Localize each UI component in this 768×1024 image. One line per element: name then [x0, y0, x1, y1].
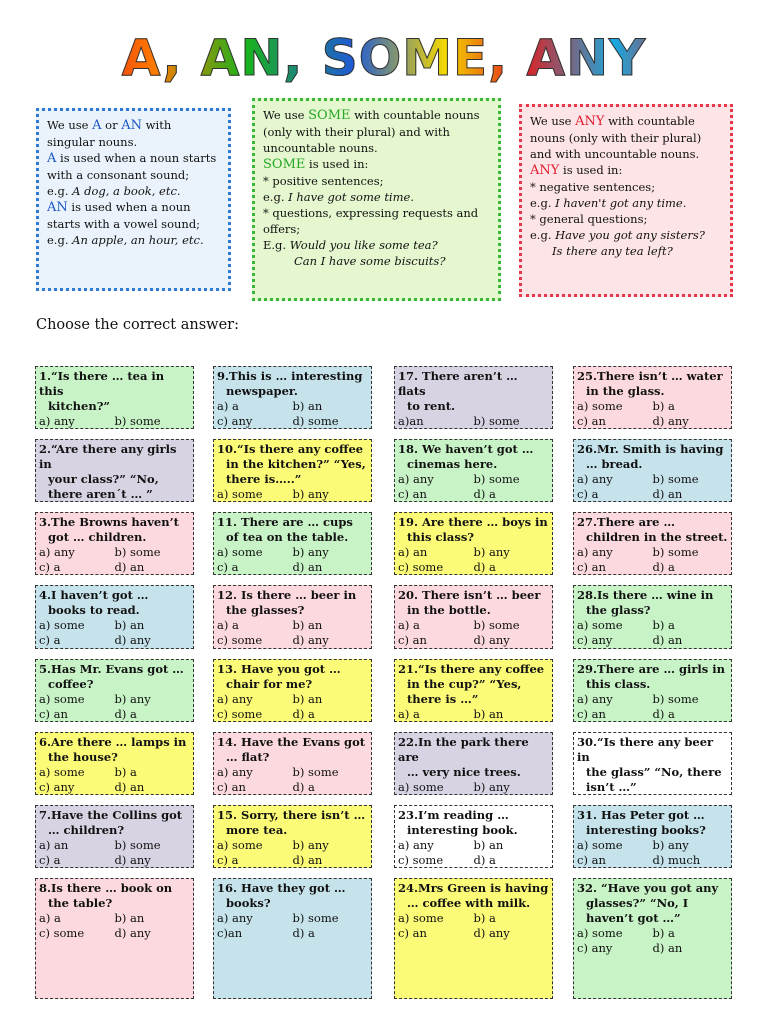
- answer-options: [398, 414, 549, 429]
- question-card-15: [213, 805, 372, 868]
- question-text: 11. There are … cups: [217, 515, 353, 529]
- option-d[interactable]: d) any: [292, 633, 329, 647]
- question-text: 31. Has Peter got …: [577, 808, 705, 822]
- option-b[interactable]: b) some: [114, 545, 161, 559]
- option-c[interactable]: c) some: [39, 926, 85, 940]
- option-a[interactable]: a) an: [39, 838, 69, 852]
- answer-options: [39, 692, 190, 722]
- question-text: haven’t got …”: [586, 911, 681, 925]
- option-b[interactable]: b) some: [652, 472, 699, 486]
- option-a[interactable]: a) some: [39, 765, 85, 779]
- option-a[interactable]: a) some: [398, 911, 444, 925]
- option-d[interactable]: d) any: [114, 853, 151, 867]
- question-card-6: [35, 732, 194, 795]
- question-text: … bread.: [586, 457, 643, 471]
- answer-options: [217, 765, 368, 795]
- question-card-9: [213, 366, 372, 429]
- option-a[interactable]: a) any: [39, 545, 75, 559]
- answer-options: [39, 911, 190, 941]
- option-d[interactable]: d) a: [292, 780, 315, 794]
- option-a[interactable]: a) an: [398, 545, 428, 559]
- option-b[interactable]: b) any: [114, 692, 151, 706]
- question-text: isn’t …”: [586, 780, 637, 794]
- option-c[interactable]: c) a: [217, 560, 239, 574]
- option-d[interactable]: d) any: [114, 926, 151, 940]
- option-a[interactable]: a) some: [217, 838, 263, 852]
- question-card-17: [394, 366, 553, 429]
- option-b[interactable]: b) a: [652, 399, 675, 413]
- option-a[interactable]: a) any: [398, 838, 434, 852]
- option-d[interactable]: d) a: [473, 853, 496, 867]
- question-text: interesting books?: [586, 823, 706, 837]
- option-c[interactable]: c) an: [217, 780, 246, 794]
- question-text: the glass” “No, there: [586, 765, 722, 779]
- option-a[interactable]: a) any: [217, 911, 253, 925]
- option-a[interactable]: a) some: [577, 838, 623, 852]
- option-b[interactable]: b) any: [473, 780, 510, 794]
- option-a[interactable]: a) any: [577, 692, 613, 706]
- question-text: 17. There aren’t … flats: [398, 369, 518, 398]
- question-card-30: [573, 732, 732, 795]
- option-c[interactable]: c) an: [577, 707, 606, 721]
- option-b[interactable]: b) any: [473, 545, 510, 559]
- question-text: 5.Has Mr. Evans got …: [39, 662, 184, 676]
- option-a[interactable]: a) a: [398, 707, 420, 721]
- answer-options: [577, 692, 728, 722]
- question-text: kitchen?”: [48, 399, 111, 413]
- option-b[interactable]: b) an: [292, 692, 323, 706]
- option-d[interactable]: d) any: [652, 414, 689, 428]
- question-text: … flat?: [226, 750, 270, 764]
- answer-options: [577, 838, 728, 868]
- question-text: 21.“Is there any coffee: [398, 662, 545, 676]
- answer-options: [577, 926, 728, 956]
- option-a[interactable]: a) any: [398, 472, 434, 486]
- question-card-29: [573, 659, 732, 722]
- question-card-10: [213, 439, 372, 502]
- option-d[interactable]: d) a: [473, 487, 496, 501]
- option-d[interactable]: d) an: [114, 780, 145, 794]
- question-text: … children?: [48, 823, 125, 837]
- answer-options: [39, 545, 190, 575]
- option-a[interactable]: a) a: [398, 618, 420, 632]
- option-b[interactable]: b) an: [473, 838, 504, 852]
- answer-options: [577, 618, 728, 648]
- question-text: chair for me?: [226, 677, 313, 691]
- option-a[interactable]: a) any: [217, 765, 253, 779]
- question-card-2: [35, 439, 194, 502]
- question-card-23: [394, 805, 553, 868]
- question-text: the glasses?: [226, 603, 305, 617]
- option-a[interactable]: a) some: [577, 618, 623, 632]
- question-text: 26.Mr. Smith is having: [577, 442, 724, 456]
- option-c[interactable]: c) some: [398, 853, 444, 867]
- question-text: to rent.: [407, 399, 456, 413]
- option-a[interactable]: a) any: [577, 472, 613, 486]
- option-b[interactable]: b) any: [292, 545, 329, 559]
- option-a[interactable]: a) some: [39, 618, 85, 632]
- option-b[interactable]: b) a: [652, 926, 675, 940]
- option-c[interactable]: c) an: [577, 414, 606, 428]
- option-b[interactable]: b) any: [292, 487, 329, 501]
- answer-options: [217, 399, 368, 429]
- answer-options: [217, 487, 368, 502]
- question-text: books to read.: [48, 603, 140, 617]
- option-c[interactable]: c) a: [39, 633, 61, 647]
- question-card-5: [35, 659, 194, 722]
- answer-options: [39, 838, 190, 868]
- question-card-31: [573, 805, 732, 868]
- option-d[interactable]: d) an: [652, 941, 683, 955]
- question-card-7: [35, 805, 194, 868]
- option-d[interactable]: d) a: [652, 707, 675, 721]
- question-text: … very nice trees.: [407, 765, 521, 779]
- answer-options: [577, 399, 728, 429]
- question-text: 32. “Have you got any: [577, 881, 719, 895]
- question-text: 9.This is … interesting: [217, 369, 363, 383]
- option-a[interactable]: a) some: [217, 545, 263, 559]
- question-card-28: [573, 585, 732, 649]
- option-a[interactable]: a) a: [39, 911, 61, 925]
- question-text: your class?” “No,: [48, 472, 159, 486]
- question-text: 7.Have the Collins got: [39, 808, 183, 822]
- question-card-13: [213, 659, 372, 722]
- question-card-4: [35, 585, 194, 649]
- answer-options: [217, 838, 368, 868]
- question-text: books?: [226, 896, 271, 910]
- question-text: 8.Is there … book on: [39, 881, 173, 895]
- question-text: this class?: [407, 530, 475, 544]
- question-text: 3.The Browns haven’t: [39, 515, 179, 529]
- question-card-24: [394, 878, 553, 999]
- question-text: 18. We haven’t got …: [398, 442, 534, 456]
- answer-options: [217, 911, 368, 941]
- question-card-20: [394, 585, 553, 649]
- option-b[interactable]: b) some: [473, 414, 520, 428]
- question-text: children in the street.: [586, 530, 728, 544]
- option-d[interactable]: d) a: [652, 560, 675, 574]
- answer-options: [217, 692, 368, 722]
- question-text: 22.In the park there are: [398, 735, 529, 764]
- question-card-12: [213, 585, 372, 649]
- option-b[interactable]: b) an: [292, 618, 323, 632]
- question-text: the glass?: [586, 603, 651, 617]
- question-card-1: [35, 366, 194, 429]
- option-a[interactable]: a) any: [39, 414, 75, 428]
- question-text: there aren´t … ”: [48, 487, 153, 501]
- answer-options: [398, 545, 549, 575]
- option-c[interactable]: c) an: [39, 707, 68, 721]
- question-card-16: [213, 878, 372, 999]
- option-d[interactable]: d) a: [292, 926, 315, 940]
- option-d[interactable]: d) an: [292, 560, 323, 574]
- question-text: 15. Sorry, there isn’t …: [217, 808, 366, 822]
- question-card-25: [573, 366, 732, 429]
- answer-options: [398, 838, 549, 868]
- question-card-26: [573, 439, 732, 502]
- question-card-11: [213, 512, 372, 575]
- option-d[interactable]: d) much: [652, 853, 701, 867]
- answer-options: [577, 472, 728, 502]
- answer-options: [398, 472, 549, 502]
- question-text: 30.“Is there any beer in: [577, 735, 714, 764]
- option-b[interactable]: b) an: [114, 618, 145, 632]
- option-d[interactable]: d) any: [473, 926, 510, 940]
- option-d[interactable]: d) a: [114, 707, 137, 721]
- option-d[interactable]: d) any: [114, 633, 151, 647]
- option-c[interactable]: c) a: [577, 487, 599, 501]
- option-b[interactable]: b) some: [292, 911, 339, 925]
- option-b[interactable]: b) any: [292, 838, 329, 852]
- question-text: the table?: [48, 896, 113, 910]
- question-card-27: [573, 512, 732, 575]
- option-a[interactable]: a) a: [217, 399, 239, 413]
- question-text: of tea on the table.: [226, 530, 349, 544]
- option-d[interactable]: d) an: [652, 633, 683, 647]
- option-d[interactable]: d) an: [292, 853, 323, 867]
- question-text: 6.Are there … lamps in: [39, 735, 187, 749]
- question-card-32: [573, 878, 732, 999]
- option-b[interactable]: b) a: [652, 618, 675, 632]
- option-c[interactable]: c) any: [39, 780, 75, 794]
- option-b[interactable]: b) an: [114, 911, 145, 925]
- option-c[interactable]: c) a: [39, 853, 61, 867]
- option-a[interactable]: a) any: [217, 692, 253, 706]
- option-a[interactable]: a)an: [398, 414, 424, 428]
- question-text: 13. Have you got …: [217, 662, 341, 676]
- option-c[interactable]: c) any: [217, 414, 253, 428]
- question-text: 29.There are … girls in: [577, 662, 726, 676]
- option-b[interactable]: b) a: [473, 911, 496, 925]
- option-c[interactable]: c) a: [39, 560, 61, 574]
- option-d[interactable]: d) some: [292, 414, 339, 428]
- option-d[interactable]: d) any: [473, 633, 510, 647]
- option-a[interactable]: a) a: [217, 618, 239, 632]
- option-b[interactable]: b) some: [473, 618, 520, 632]
- question-text: 4.I haven’t got …: [39, 588, 149, 602]
- option-b[interactable]: b) an: [473, 707, 504, 721]
- option-a[interactable]: a) any: [577, 545, 613, 559]
- option-c[interactable]: c) some: [217, 633, 263, 647]
- answer-options: [398, 618, 549, 648]
- question-text: cinemas here.: [407, 457, 498, 471]
- question-text: more tea.: [226, 823, 288, 837]
- question-text: 14. Have the Evans got: [217, 735, 366, 749]
- instruction: Choose the correct answer:: [36, 317, 239, 333]
- question-text: there is…..”: [226, 472, 302, 486]
- option-b[interactable]: b) any: [652, 838, 689, 852]
- question-text: 16. Have they got …: [217, 881, 346, 895]
- question-text: 28.Is there … wine in: [577, 588, 714, 602]
- option-d[interactable]: d) an: [114, 560, 145, 574]
- option-c[interactable]: c)an: [217, 926, 243, 940]
- option-d[interactable]: d) an: [652, 487, 683, 501]
- question-text: interesting book.: [407, 823, 518, 837]
- option-b[interactable]: b) some: [114, 838, 161, 852]
- option-c[interactable]: c) some: [217, 707, 263, 721]
- question-card-18: [394, 439, 553, 502]
- question-text: 24.Mrs Green is having: [398, 881, 549, 895]
- option-c[interactable]: c) some: [398, 560, 444, 574]
- rule-box-a-an: We use A or AN with singular nouns. A is used when a noun starts with a consonant sound; e.g. A dog, a book, etc. AN is used when a noun starts with a vowel sound; e.g. An apple, an hour, etc.: [36, 108, 231, 291]
- option-b[interactable]: b) some: [292, 765, 339, 779]
- option-c[interactable]: c) an: [398, 926, 427, 940]
- question-text: coffee?: [48, 677, 94, 691]
- answer-options: [39, 414, 190, 429]
- question-card-22: [394, 732, 553, 795]
- option-b[interactable]: b) some: [114, 414, 161, 428]
- option-b[interactable]: b) some: [473, 472, 520, 486]
- question-text: in the cup?” “Yes,: [407, 677, 522, 691]
- option-c[interactable]: c) any: [577, 633, 613, 647]
- question-text: in the kitchen?” “Yes,: [226, 457, 366, 471]
- answer-options: [39, 765, 190, 795]
- rule-box-some: We use SOME with countable nouns (only with their plural) and with uncountable nouns. SOME is used in: * positive sentences; e.g. I have got some time. * questions, expressing requests and offers; E.g. Would you like some tea? Can I have some biscuits?: [252, 98, 501, 301]
- question-text: this class.: [586, 677, 651, 691]
- question-text: 1.“Is there … tea in this: [39, 369, 165, 398]
- question-text: glasses?” “No, I: [586, 896, 689, 910]
- option-b[interactable]: b) an: [292, 399, 323, 413]
- question-card-8: [35, 878, 194, 999]
- question-text: newspaper.: [226, 384, 298, 398]
- question-text: 23.I’m reading …: [398, 808, 509, 822]
- option-a[interactable]: a) some: [577, 926, 623, 940]
- option-c[interactable]: c) an: [577, 853, 606, 867]
- question-text: got … children.: [48, 530, 147, 544]
- question-card-19: [394, 512, 553, 575]
- answer-options: [217, 545, 368, 575]
- answer-options: [398, 780, 549, 795]
- answer-options: [39, 618, 190, 648]
- option-b[interactable]: b) a: [114, 765, 137, 779]
- option-a[interactable]: a) some: [398, 780, 444, 794]
- question-text: 19. Are there … boys in: [398, 515, 548, 529]
- answer-options: [577, 545, 728, 575]
- question-card-21: [394, 659, 553, 722]
- question-text: 20. There isn’t … beer: [398, 588, 541, 602]
- question-text: 2.“Are there any girls in: [39, 442, 177, 471]
- option-b[interactable]: b) some: [652, 545, 699, 559]
- question-text: 25.There isn’t … water: [577, 369, 723, 383]
- option-c[interactable]: c) an: [398, 633, 427, 647]
- question-text: in the bottle.: [407, 603, 491, 617]
- question-text: 27.There are …: [577, 515, 675, 529]
- answer-options: [398, 911, 549, 941]
- question-text: 10.“Is there any coffee: [217, 442, 364, 456]
- answer-options: [217, 618, 368, 648]
- option-c[interactable]: c) an: [398, 487, 427, 501]
- option-a[interactable]: a) some: [39, 692, 85, 706]
- option-c[interactable]: c) an: [577, 560, 606, 574]
- question-text: in the glass.: [586, 384, 665, 398]
- question-text: … coffee with milk.: [407, 896, 531, 910]
- option-a[interactable]: a) some: [217, 487, 263, 501]
- answer-options: [398, 707, 549, 722]
- rule-box-any: We use ANY with countable nouns (only with their plural) and with uncountable nouns. ANY is used in: * negative sentences; e.g. I haven't got any time. * general questions; e.g. Have you got any sisters? Is there any tea left?: [519, 104, 733, 297]
- option-a[interactable]: a) some: [577, 399, 623, 413]
- question-text: the house?: [48, 750, 118, 764]
- question-text: 12. Is there … beer in: [217, 588, 357, 602]
- option-d[interactable]: d) a: [292, 707, 315, 721]
- question-card-14: [213, 732, 372, 795]
- option-b[interactable]: b) some: [652, 692, 699, 706]
- page-title: A, AN, SOME, ANY: [0, 28, 768, 88]
- option-c[interactable]: c) a: [217, 853, 239, 867]
- option-d[interactable]: d) a: [473, 560, 496, 574]
- question-card-3: [35, 512, 194, 575]
- question-text: there is …”: [407, 692, 479, 706]
- option-c[interactable]: c) any: [577, 941, 613, 955]
